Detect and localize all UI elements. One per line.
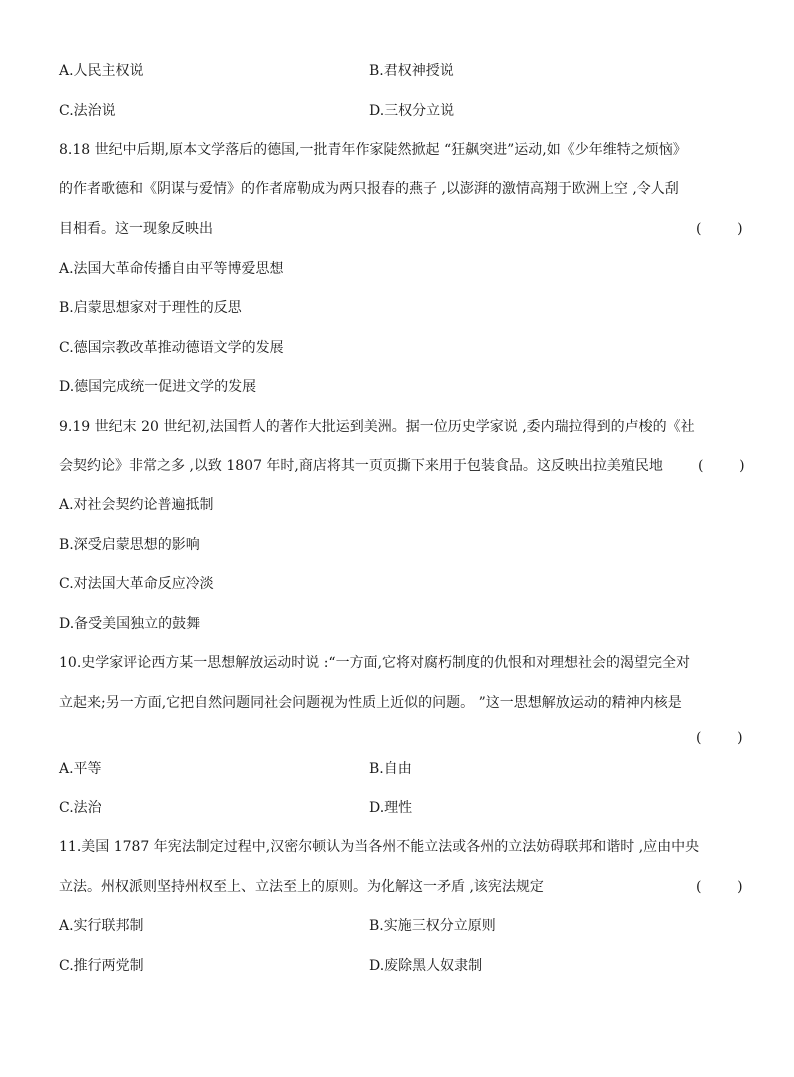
q9-option-c: C.对法国大革命反应冷淡	[59, 576, 214, 592]
q10-option-c: C.法治	[59, 800, 102, 816]
q9-answer-paren: ( )	[698, 458, 745, 474]
q9-stem-line2: 会契约论》非常之多 ,以致 1807 年时,商店将其一页页撕下来用于包装食品。这反映出拉美殖民地	[59, 458, 663, 474]
q11-option-d: D.废除黑人奴隶制	[369, 958, 483, 974]
q9-option-a: A.对社会契约论普遍抵制	[59, 497, 214, 513]
q7-option-a: A.人民主权说	[59, 63, 144, 79]
q8-stem-line1: 8.18 世纪中后期,原本文学落后的德国,一批青年作家陡然掀起 “狂飙突进”运动,如《少年维特之烦恼》	[59, 142, 687, 158]
q11-option-c: C.推行两党制	[59, 958, 144, 974]
q11-stem-line1: 11.美国 1787 年宪法制定过程中,汉密尔顿认为当各州不能立法或各州的立法妨碍联邦和谐时 ,应由中央	[59, 839, 700, 855]
q8-stem-line3: 目相看。这一现象反映出	[59, 221, 213, 237]
q10-option-b: B.自由	[369, 761, 412, 777]
q9-option-b: B.深受启蒙思想的影响	[59, 537, 200, 553]
q11-option-b: B.实施三权分立原则	[369, 918, 496, 934]
q8-stem-line2: 的作者歌德和《阴谋与爱情》的作者席勒成为两只报春的燕子 ,以澎湃的激情高翔于欧洲上空 ,令人刮	[59, 181, 679, 197]
q7-option-d: D.三权分立说	[369, 103, 455, 119]
q8-option-c: C.德国宗教改革推动德语文学的发展	[59, 340, 284, 356]
q8-option-a: A.法国大革命传播自由平等博爱思想	[59, 261, 284, 277]
q10-stem-line2: 立起来;另一方面,它把自然问题同社会问题视为性质上近似的问题。 ”这一思想解放运动的精神内核是	[59, 695, 682, 711]
q7-option-b: B.君权神授说	[369, 63, 454, 79]
q7-option-c: C.法治说	[59, 103, 116, 119]
q9-option-d: D.备受美国独立的鼓舞	[59, 616, 201, 632]
q11-option-a: A.实行联邦制	[59, 918, 144, 934]
q10-stem-line1: 10.史学家评论西方某一思想解放运动时说 :“一方面,它将对腐朽制度的仇恨和对理想社会的渴望完全对	[59, 655, 691, 671]
q8-answer-paren: ( )	[696, 221, 743, 237]
q8-option-b: B.启蒙思想家对于理性的反思	[59, 300, 242, 316]
q10-answer-paren: ( )	[696, 730, 743, 746]
q9-stem-line1: 9.19 世纪末 20 世纪初,法国哲人的著作大批运到美洲。据一位历史学家说 ,委内瑞拉得到的卢梭的《社	[59, 419, 695, 435]
q10-option-a: A.平等	[59, 761, 102, 777]
q11-answer-paren: ( )	[696, 879, 743, 895]
q10-option-d: D.理性	[369, 800, 413, 816]
q8-option-d: D.德国完成统一促进文学的发展	[59, 379, 257, 395]
q11-stem-line2: 立法。州权派则坚持州权至上、立法至上的原则。为化解这一矛盾 ,该宪法规定	[59, 879, 544, 895]
